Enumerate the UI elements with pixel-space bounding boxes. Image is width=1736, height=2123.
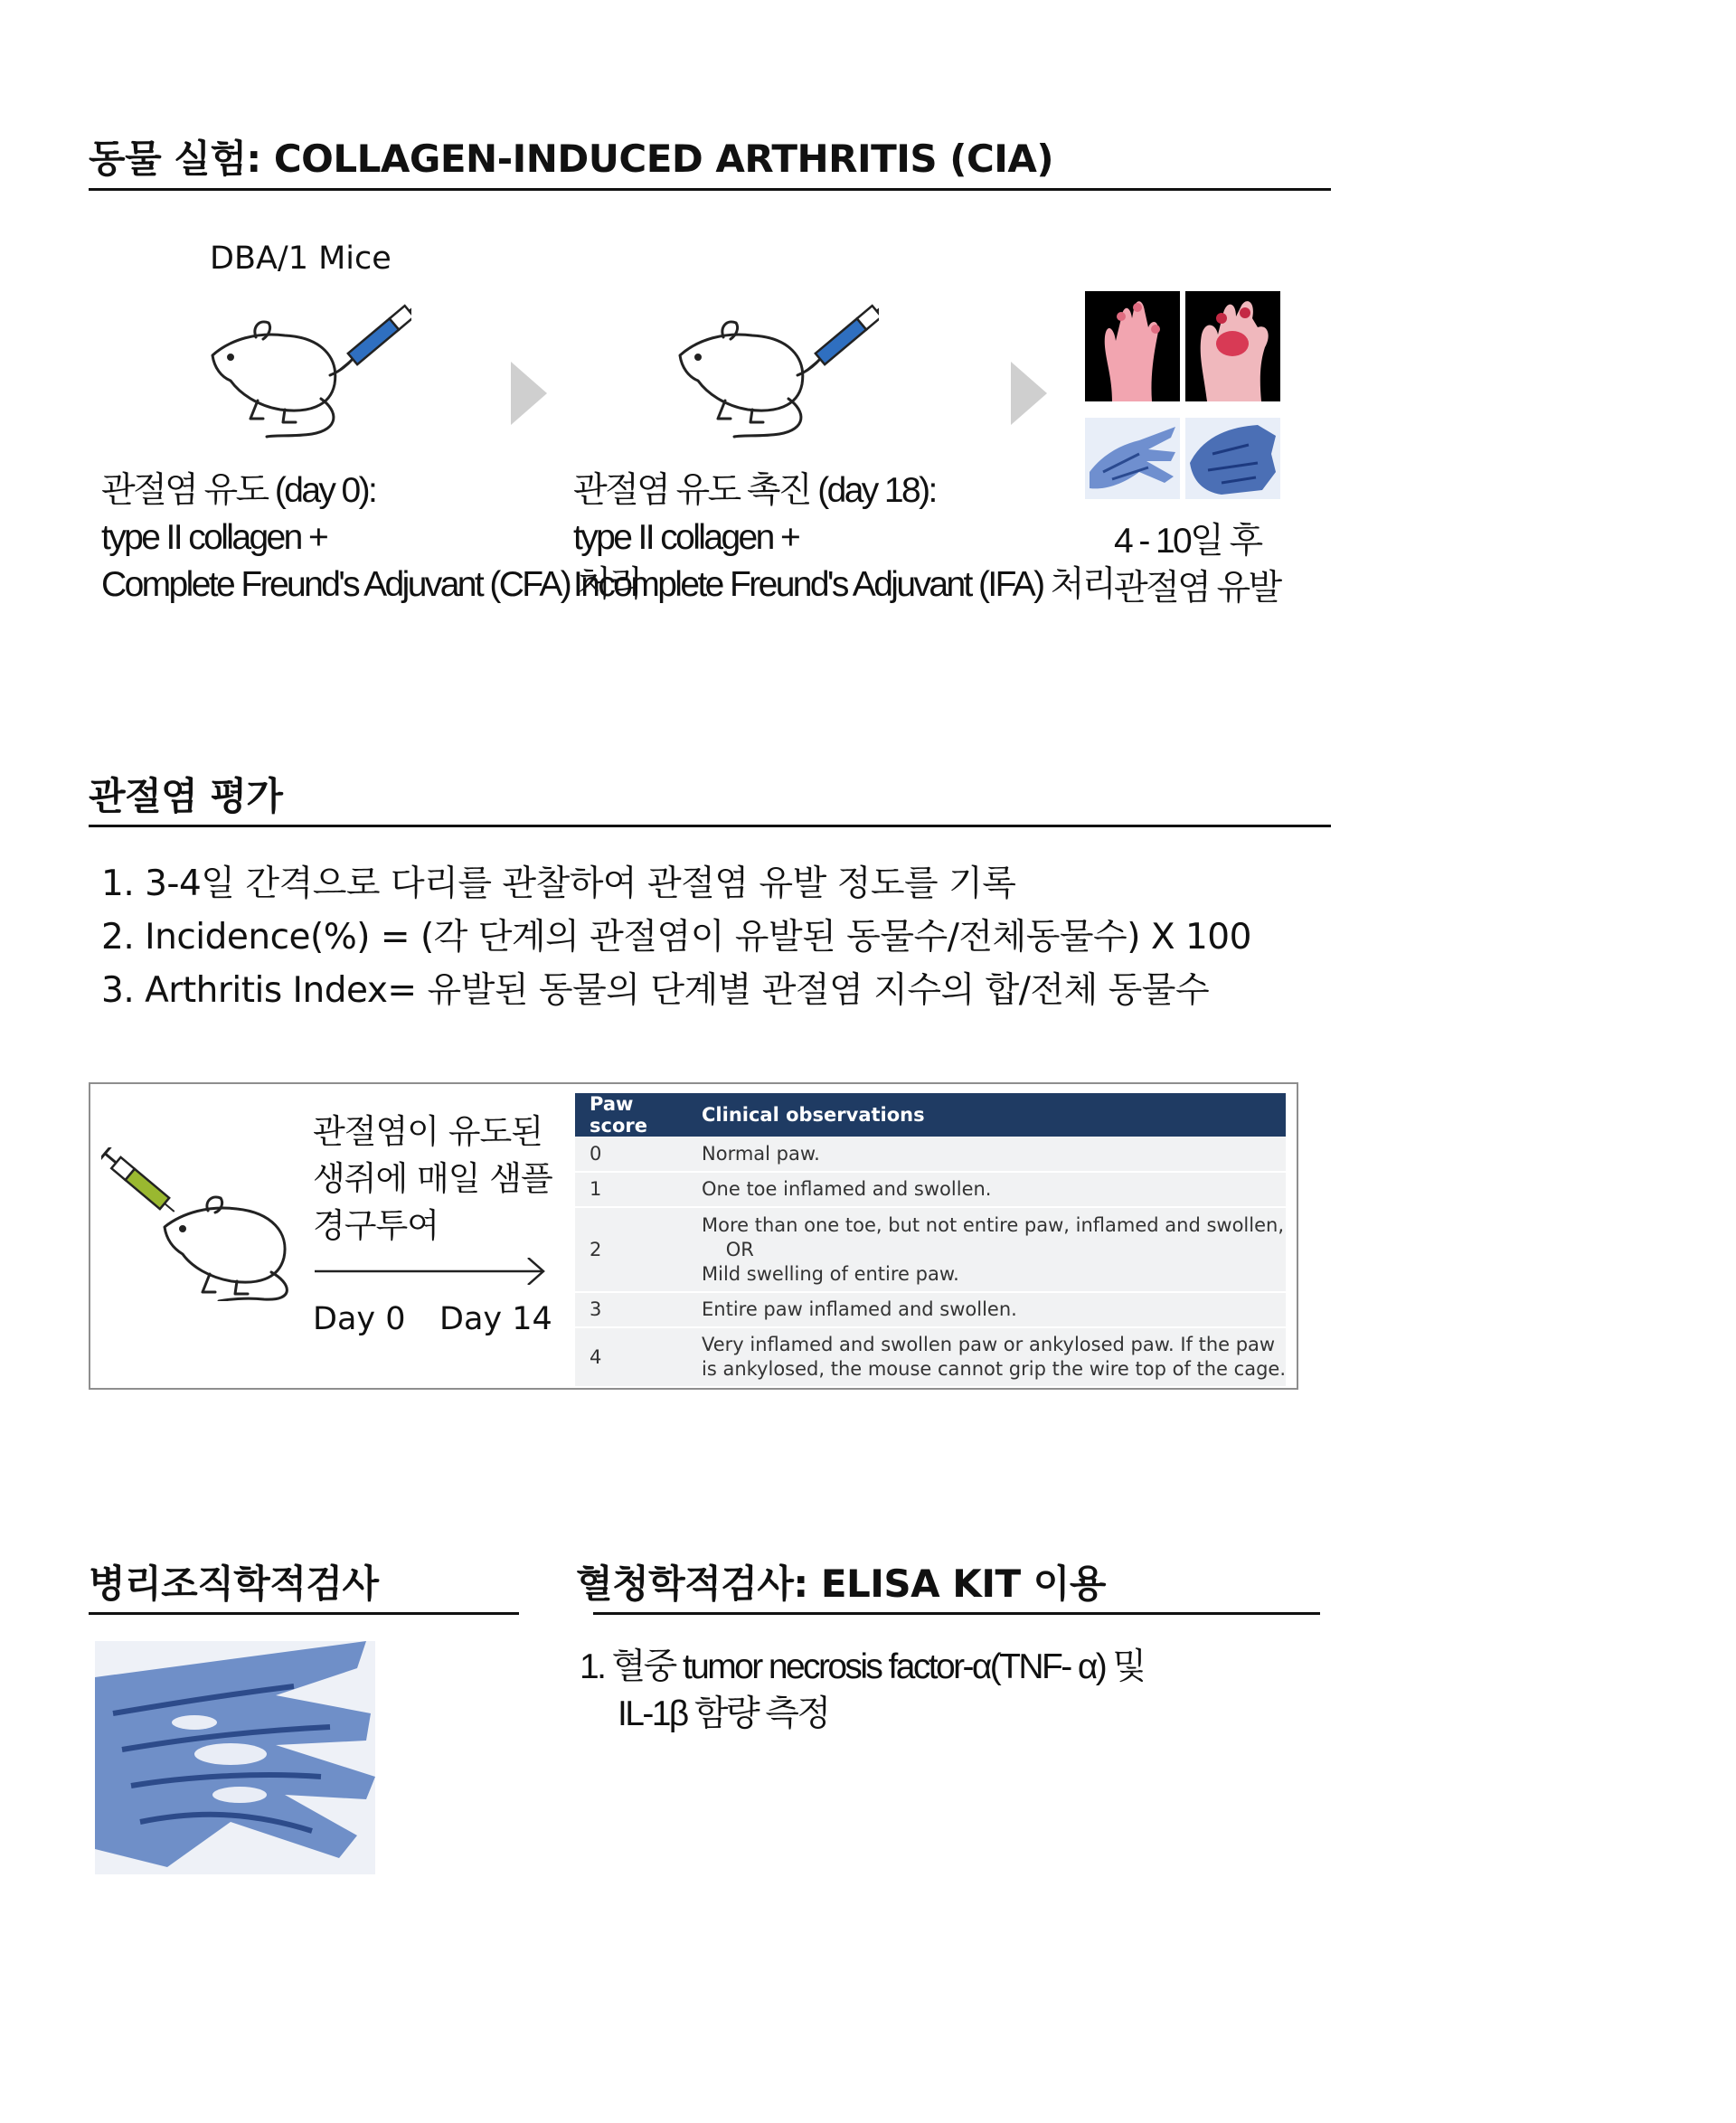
section1-divider bbox=[89, 188, 1331, 191]
section1-title: 동물 실험: COLLAGEN-INDUCED ARTHRITIS (CIA) bbox=[89, 137, 1054, 181]
section2-divider bbox=[89, 825, 1331, 827]
table-row bbox=[575, 1207, 1286, 1292]
evaluation-item-1: 1. 3-4일 간격으로 다리를 관찰하여 관절염 유발 정도를 기록 bbox=[101, 863, 1016, 904]
observation-cell bbox=[687, 1327, 1286, 1387]
step2-line3: Incomplete Freund's Adjuvant (IFA) 처리 bbox=[573, 565, 1114, 604]
score-cell: 1 bbox=[575, 1172, 687, 1207]
observation-cell bbox=[687, 1207, 1286, 1292]
section4-title: 혈청학적검사: ELISA KIT 이용 bbox=[576, 1562, 1106, 1606]
observation-line: is ankylosed, the mouse cannot grip the wire top of the cage. bbox=[702, 1358, 1286, 1380]
treatment-line2: 생쥐에 매일 샘플 bbox=[313, 1159, 552, 1198]
next-arrow-2 bbox=[1011, 362, 1047, 429]
observation-line: Normal paw. bbox=[702, 1142, 820, 1165]
score-cell: 0 bbox=[575, 1137, 687, 1172]
evaluation-item-2: 2. Incidence(%) = (각 단계의 관절염이 유발된 동물수/전체동물수) X 100 bbox=[101, 917, 1251, 958]
result-line1: 4 - 10일 후 bbox=[1114, 522, 1261, 561]
table-row bbox=[575, 1292, 1286, 1327]
paw-score-table bbox=[575, 1093, 1286, 1388]
mouse-injection-icon bbox=[203, 294, 411, 439]
section2-title: 관절염 평가 bbox=[89, 774, 283, 818]
observation-line: Very inflamed and swollen paw or ankylosed paw. If the paw bbox=[702, 1334, 1276, 1355]
observation-line: Mild swelling of entire paw. bbox=[702, 1262, 959, 1285]
elisa-line1: 1. 혈중 tumor necrosis factor-α(TNF- α) 및 bbox=[580, 1647, 1145, 1686]
mice-label: DBA/1 Mice bbox=[210, 241, 392, 277]
observation-cell bbox=[687, 1292, 1286, 1327]
arthritic-paw-histology bbox=[1185, 418, 1280, 499]
day-start-label: Day 0 bbox=[313, 1301, 406, 1337]
step1-line3: Complete Freund's Adjuvant (CFA) 처리 bbox=[101, 565, 641, 604]
step2-line2: type II collagen + bbox=[573, 518, 799, 557]
day-end-label: Day 14 bbox=[439, 1301, 552, 1337]
step2-caption bbox=[573, 467, 1114, 609]
result-caption bbox=[1114, 518, 1280, 612]
treatment-caption bbox=[313, 1109, 552, 1250]
observations-header: Clinical observations bbox=[687, 1093, 1286, 1137]
paw-score-header: Paw score bbox=[575, 1093, 687, 1137]
table-row bbox=[575, 1327, 1286, 1387]
timeline-arrow bbox=[315, 1258, 548, 1285]
observation-line: More than one toe, but not entire paw, inflamed and swollen, bbox=[702, 1213, 1285, 1236]
normal-paw-photo bbox=[1085, 291, 1180, 401]
observation-cell bbox=[687, 1172, 1286, 1207]
score-cell: 2 bbox=[575, 1207, 687, 1292]
paw-table-header-row bbox=[575, 1093, 1286, 1137]
evaluation-item-3: 3. Arthritis Index= 유발된 동물의 단계별 관절염 지수의 합/전체 동물수 bbox=[101, 970, 1210, 1011]
next-arrow-1 bbox=[511, 362, 547, 429]
score-cell: 3 bbox=[575, 1292, 687, 1327]
result-line2: 관절염 유발 bbox=[1114, 569, 1280, 608]
evaluation-list bbox=[101, 857, 1251, 1017]
table-row bbox=[575, 1172, 1286, 1207]
observation-cell bbox=[687, 1137, 1286, 1172]
section3-title: 병리조직학적검사 bbox=[89, 1562, 379, 1606]
histology-image bbox=[95, 1641, 375, 1874]
arthritic-paw-photo bbox=[1185, 291, 1280, 401]
step1-caption bbox=[101, 467, 641, 609]
section3-divider bbox=[89, 1612, 519, 1615]
elisa-line2: IL-1β 함량 측정 bbox=[618, 1694, 829, 1733]
table-row bbox=[575, 1137, 1286, 1172]
step1-line2: type II collagen + bbox=[101, 518, 327, 557]
treatment-line3: 경구투여 bbox=[313, 1206, 439, 1245]
oral-gavage-mouse-icon bbox=[101, 1147, 309, 1301]
treatment-box bbox=[89, 1082, 1298, 1390]
elisa-caption bbox=[580, 1644, 1144, 1738]
treatment-line1: 관절염이 유도된 bbox=[313, 1112, 542, 1151]
step2-line1: 관절염 유도 촉진 (day 18): bbox=[573, 471, 936, 510]
step1-line1: 관절염 유도 (day 0): bbox=[101, 471, 376, 510]
observation-line: OR bbox=[702, 1238, 754, 1260]
observation-line: One toe inflamed and swollen. bbox=[702, 1178, 992, 1200]
mouse-booster-icon bbox=[671, 294, 879, 439]
observation-line: Entire paw inflamed and swollen. bbox=[702, 1298, 1017, 1320]
section4-divider bbox=[593, 1612, 1320, 1615]
score-cell: 4 bbox=[575, 1327, 687, 1387]
